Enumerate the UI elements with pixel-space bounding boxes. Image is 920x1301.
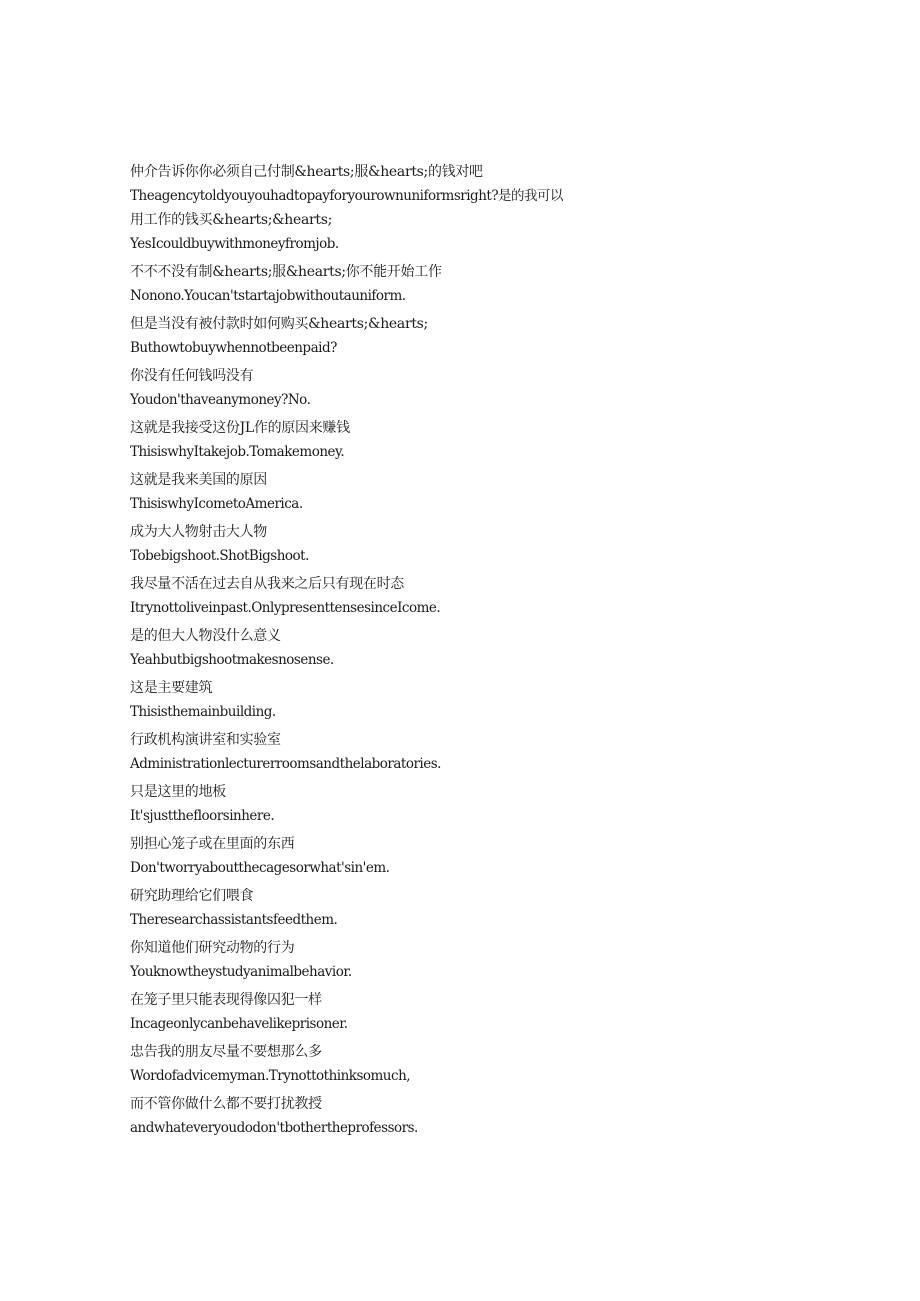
line-1: 仲介告诉你你必须自己付制&hearts;服&hearts;的钱对吧 bbox=[130, 164, 483, 180]
line-25: 只是这里的地板 bbox=[130, 784, 226, 800]
line-17: 我尽量不活在过去自从我来之后只有现在时态 bbox=[130, 576, 404, 592]
line-4: YesIcouldbuywithmoneyfromjob. bbox=[130, 236, 339, 252]
line-34: Incageonlycanbehavelikeprisoner. bbox=[130, 1016, 348, 1032]
line-21: 这是主要建筑 bbox=[130, 680, 213, 696]
line-35: 忠告我的朋友尽量不要想那么多 bbox=[130, 1044, 322, 1060]
line-10: Youdon'thaveanymoney?No. bbox=[130, 392, 311, 408]
line-18: Itrynottoliveinpast.OnlypresenttensesinceIcome. bbox=[130, 600, 441, 616]
dialogue-text bbox=[130, 160, 630, 1140]
line-13: 这就是我来美国的原因 bbox=[130, 472, 267, 488]
line-2: Theagencytoldyouyouhadtopayforyourownuniformsright?是的我可以 bbox=[130, 188, 564, 204]
line-15: 成为大人物射击大人物 bbox=[130, 524, 267, 540]
line-3: 用工作的钱买&hearts;&hearts; bbox=[130, 212, 333, 228]
line-19: 是的但大人物没什么意义 bbox=[130, 628, 281, 644]
line-24: Administrationlecturerroomsandthelaboratories. bbox=[130, 756, 441, 772]
line-12: ThisiswhyItakejob.Tomakemoney. bbox=[130, 444, 345, 460]
line-14: ThisiswhyIcometoAmerica. bbox=[130, 496, 303, 512]
line-8: Buthowtobuywhennotbeenpaid? bbox=[130, 340, 337, 356]
line-36: Wordofadvicemyman.Trynottothinksomuch, bbox=[130, 1068, 411, 1084]
line-32: Youknowtheystudyanimalbehavior. bbox=[130, 964, 352, 980]
line-29: 研究助理给它们喂食 bbox=[130, 888, 254, 904]
line-16: Tobebigshoot.ShotBigshoot. bbox=[130, 548, 309, 564]
line-27: 别担心笼子或在里面的东西 bbox=[130, 836, 295, 852]
line-20: Yeahbutbigshootmakesnosense. bbox=[130, 652, 334, 668]
line-38: andwhateveryoudodon'tbothertheprofessors. bbox=[130, 1120, 418, 1136]
line-6: Nonono.Youcan'tstartajobwithoutauniform. bbox=[130, 288, 406, 304]
line-31: 你知道他们研究动物的行为 bbox=[130, 940, 295, 956]
line-11: 这就是我接受这份JL作的原因来赚钱 bbox=[130, 420, 350, 436]
line-33: 在笼子里只能表现得像囚犯一样 bbox=[130, 992, 322, 1008]
line-23: 行政机构演讲室和实验室 bbox=[130, 732, 281, 748]
line-30: Theresearchassistantsfeedthem. bbox=[130, 912, 338, 928]
line-5: 不不不没有制&hearts;服&hearts;你不能开始工作 bbox=[130, 264, 442, 280]
line-7: 但是当没有被付款时如何购买&hearts;&hearts; bbox=[130, 316, 428, 332]
line-26: It'sjustthefloorsinhere. bbox=[130, 808, 275, 824]
line-28: Don'tworryaboutthecagesorwhat'sin'em. bbox=[130, 860, 390, 876]
line-9: 你没有任何钱吗没有 bbox=[130, 368, 254, 384]
line-22: Thisisthemainbuilding. bbox=[130, 704, 276, 720]
line-37: 而不管你做什么都不要打扰教授 bbox=[130, 1096, 322, 1112]
